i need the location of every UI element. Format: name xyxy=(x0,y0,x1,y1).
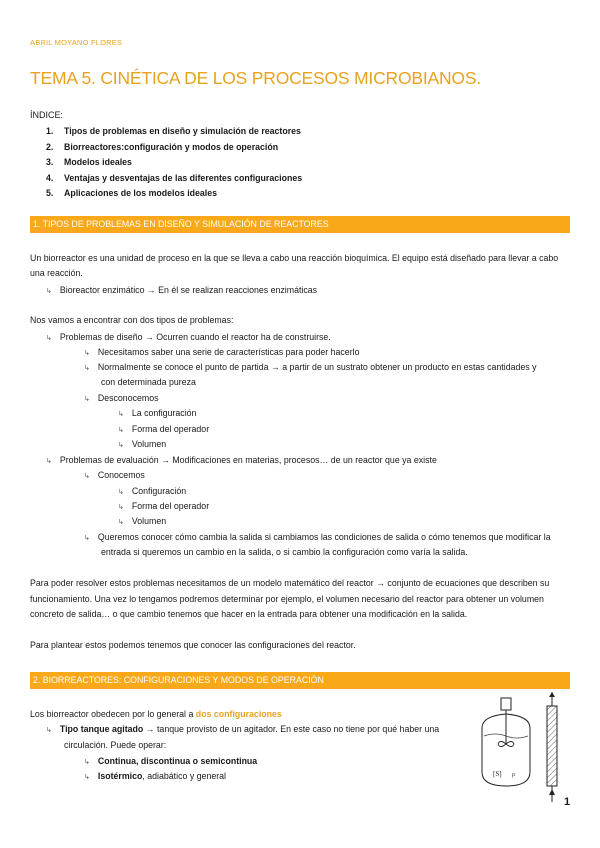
stirred-tank-cont: circulación. Puede operar: xyxy=(64,740,167,750)
arrow-return-icon: ↳ xyxy=(118,427,124,434)
bullet-enzymatic: ↳ Bioreactor enzimático → En él se realizan reacciones enzimáticas xyxy=(46,283,317,300)
unknown-item: ↳ La configuración xyxy=(118,406,196,423)
arrow-return-icon: ↳ xyxy=(118,442,124,449)
index-item xyxy=(46,155,302,171)
bullet-design-need: ↳ Necesitamos saber una serie de características para poder hacerlo xyxy=(84,345,359,362)
bullet-known: ↳ Conocemos xyxy=(84,468,145,485)
arrow-return-icon: ↳ xyxy=(118,411,124,418)
bullet-design-start: ↳ Normalmente se conoce el punto de partida → a partir de un sustrato obtener un producto en estas cantidades y xyxy=(84,360,537,377)
paragraph-model-1: Para poder resolver estos problemas necesitamos de un modelo matemático del reactor → conjunto de ecuaciones que describen su xyxy=(30,578,550,588)
arrow-return-icon: ↳ xyxy=(84,396,90,403)
author-name: ABRIL MOYANO FLORES xyxy=(30,38,123,47)
known-item: ↳ Volumen xyxy=(118,514,166,531)
mode-continuous: ↳ Continua, discontinua o semicontinua xyxy=(84,754,257,771)
index-heading: ÍNDICE: xyxy=(30,110,64,120)
index-item-text: Ventajas y desventajas de las diferentes configuraciones xyxy=(64,172,303,183)
arrow-return-icon: ↳ xyxy=(84,774,90,781)
mode-isothermal: ↳ Isotérmico, adiabático y general xyxy=(84,769,226,786)
unknown-item: ↳ Volumen xyxy=(118,437,166,454)
arrow-return-icon: ↳ xyxy=(46,458,52,465)
arrow-return-icon: ↳ xyxy=(84,350,90,357)
outlet-arrow xyxy=(549,692,555,697)
arrow-return-icon: ↳ xyxy=(84,365,90,372)
tank-symbol: ρ xyxy=(512,772,515,778)
arrow-return-icon: ↳ xyxy=(118,489,124,496)
index-item-number: 3. xyxy=(46,157,54,167)
column-body xyxy=(547,706,557,786)
arrow-return-icon: ↳ xyxy=(84,473,90,480)
arrow-return-icon: ↳ xyxy=(46,335,52,342)
types-intro: Nos vamos a encontrar con dos tipos de problemas: xyxy=(30,315,234,325)
section-2-heading: 2. BIORREACTORES: CONFIGURACIONES Y MODOS DE OPERACIÓN xyxy=(30,672,570,689)
index-item-text: Aplicaciones de los modelos ideales xyxy=(64,188,218,198)
bullet-unknown: ↳ Desconocemos xyxy=(84,391,159,408)
paragraph-model-3: concreto de salida… o que cambio tenemos que hacer en la entrada para obtener una modificación en la salida. xyxy=(30,609,468,619)
section-2-intro: Los biorreactor obedecen por lo general a dos configuraciones xyxy=(30,709,282,719)
intro-line-1: Un biorreactor es una unidad de proceso en la que se lleva a cabo una reacción bioquímica. El equipo está diseñado para llevar a cabo xyxy=(30,253,559,263)
section-1-heading: 1. TIPOS DE PROBLEMAS EN DISEÑO Y SIMULACIÓN DE REACTORES xyxy=(30,216,570,233)
index-item xyxy=(46,186,302,202)
index-item xyxy=(46,124,302,140)
arrow-return-icon: ↳ xyxy=(46,727,52,734)
page-title: TEMA 5. CINÉTICA DE LOS PROCESOS MICROBIANOS. xyxy=(30,68,481,88)
want-cont: entrada si queremos un cambio en la salida, o si cambio la configuración como varía la salida. xyxy=(101,547,468,557)
bullet-evaluation-problems: ↳ Problemas de evaluación → Modificaciones en materias, procesos… de un reactor que ya existe xyxy=(46,453,437,470)
stirred-tank-diagram xyxy=(476,696,542,792)
arrow-return-icon: ↳ xyxy=(118,519,124,526)
column-reactor-diagram xyxy=(542,692,562,802)
page-number: 1 xyxy=(564,796,571,808)
unknown-item: ↳ Forma del operador xyxy=(118,422,209,439)
known-item: ↳ Forma del operador xyxy=(118,499,209,516)
arrow-return-icon: ↳ xyxy=(46,288,52,295)
index-item-text: Tipos de problemas en diseño y simulación de reactores xyxy=(64,126,301,136)
index-item xyxy=(46,140,302,156)
index-item-number: 5. xyxy=(46,188,54,198)
bullet-design-problems: ↳ Problemas de diseño → Ocurren cuando el reactor ha de construirse. xyxy=(46,330,331,347)
arrow-return-icon: ↳ xyxy=(118,504,124,511)
motor-box xyxy=(501,698,511,710)
bullet-stirred-tank: ↳ Tipo tanque agitado → tanque provisto de un agitador. En este caso no tiene por qué haber una xyxy=(46,722,439,739)
index-item xyxy=(46,171,302,187)
index-item-text: Biorreactores:configuración y modos de operación xyxy=(64,141,279,152)
index-item-number: 2. xyxy=(46,141,54,152)
concentration-label: [S] xyxy=(493,770,502,778)
arrow-return-icon: ↳ xyxy=(84,759,90,766)
paragraph-configs: Para plantear estos podemos tenemos que conocer las configuraciones del reactor. xyxy=(30,640,356,650)
index-item-number: 1. xyxy=(46,126,54,136)
index-list xyxy=(46,124,302,202)
inlet-arrow xyxy=(549,789,555,795)
arrow-return-icon: ↳ xyxy=(84,535,90,542)
index-item-number: 4. xyxy=(46,172,54,183)
paragraph-model-2: funcionamiento. Una vez lo tengamos podremos determinar por ejemplo, el volumen necesario del reactor para obtener un volumen xyxy=(30,594,544,604)
known-item: ↳ Configuración xyxy=(118,484,186,501)
design-start-cont: con determinada pureza xyxy=(101,377,196,387)
bullet-want: ↳ Queremos conocer cómo cambia la salida si cambiamos las condiciones de salida o cómo tenemos que modificar la xyxy=(84,530,551,547)
intro-line-2: una reacción. xyxy=(30,268,83,278)
index-item-text: Modelos ideales xyxy=(64,157,132,167)
